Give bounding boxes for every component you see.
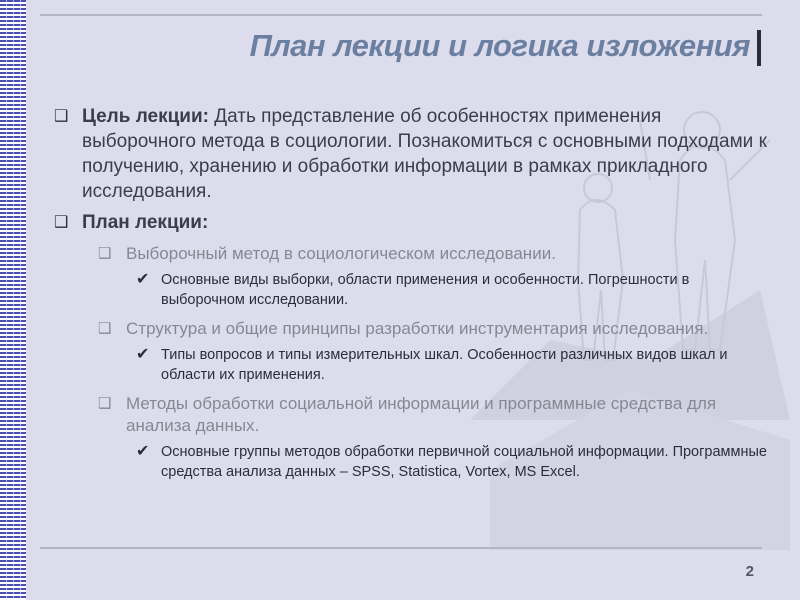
goal-text: Дать представление об особенностях применения выборочного метода в социологии. Познакомиться с основными подходами к получению, хранению и обработки информации в рамках прикладного исследования.: [82, 106, 767, 202]
goal-label: Цель лекции:: [82, 106, 209, 127]
section-heading-text: Структура и общие принципы разработки инструментария исследования.: [126, 319, 709, 338]
square-bullet-icon: ❑: [98, 320, 112, 337]
plan-section-heading: [54, 318, 774, 340]
section-detail-text: Основные группы методов обработки первичной социальной информации. Программные средства анализа данных – SPSS, Statistica, Vortex, MS Excel.: [161, 444, 767, 480]
square-bullet-icon: ❑: [54, 214, 69, 231]
goal-item: [54, 104, 774, 204]
plan-section-heading: [54, 393, 774, 437]
section-heading-text: Выборочный метод в социологическом исследовании.: [126, 244, 556, 263]
top-divider: [40, 14, 762, 16]
bottom-divider: [40, 547, 762, 549]
section-heading-text: Методы обработки социальной информации и программные средства для анализа данных.: [126, 394, 717, 435]
square-bullet-icon: ❑: [98, 245, 112, 262]
slide-title: План лекции и логика изложения: [249, 28, 750, 63]
page-number: 2: [745, 563, 754, 580]
decorative-side-strip: [0, 0, 26, 600]
slide-content: [54, 104, 774, 482]
square-bullet-icon: ❑: [54, 108, 69, 125]
plan-item: [54, 210, 774, 235]
plan-section-detail: [54, 442, 774, 482]
square-bullet-icon: ❑: [98, 395, 112, 412]
section-detail-text: Типы вопросов и типы измерительных шкал. Особенности различных видов шкал и области их применения.: [161, 347, 728, 383]
checkmark-icon: ✔: [136, 443, 150, 460]
checkmark-icon: ✔: [136, 346, 150, 363]
section-detail-text: Основные виды выборки, области применения и особенности. Погрешности в выборочном исследовании.: [161, 272, 690, 308]
title-accent-bar: [757, 30, 761, 66]
checkmark-icon: ✔: [136, 271, 150, 288]
plan-section-detail: [54, 345, 774, 385]
plan-section-detail: [54, 270, 774, 310]
plan-section-heading: [54, 243, 774, 265]
plan-label: План лекции:: [82, 212, 209, 233]
